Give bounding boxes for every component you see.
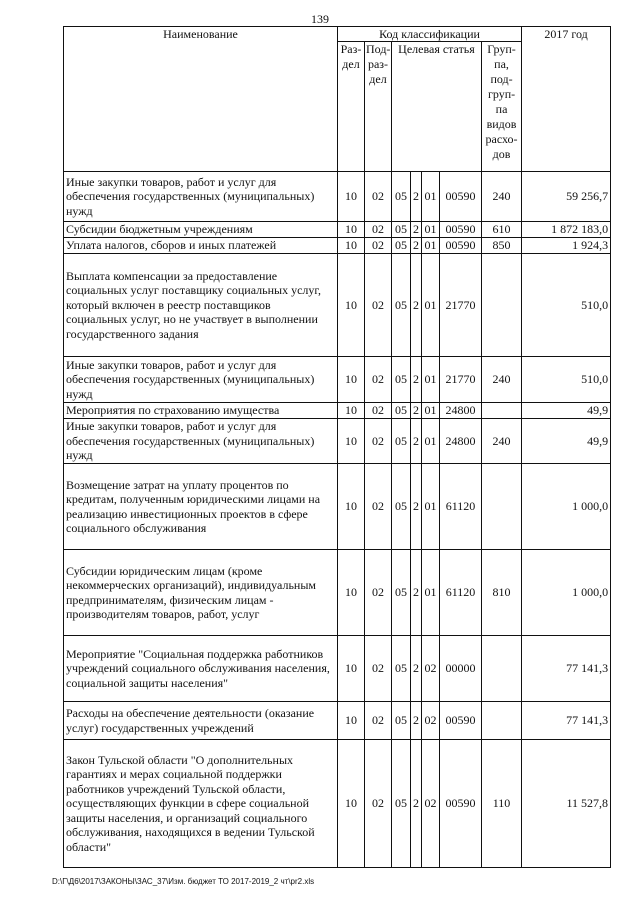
subprogram-code: 2: [411, 740, 422, 868]
expense-type-code: [482, 403, 522, 419]
direction-code: 24800: [440, 419, 482, 464]
direction-code: 24800: [440, 403, 482, 419]
program-code: 05: [392, 702, 411, 740]
section-code: 10: [338, 636, 365, 702]
row-name: Мероприятие "Социальная поддержка работников учреждений социального обслуживания населения, социальной защиты населения": [64, 636, 338, 702]
activity-code: 01: [422, 419, 440, 464]
amount-2017: 77 141,3: [522, 636, 611, 702]
row-name: Расходы на обеспечение деятельности (оказание услуг) государственных учреждений: [64, 702, 338, 740]
table-row: [64, 702, 611, 740]
subprogram-code: 2: [411, 636, 422, 702]
direction-code: 00590: [440, 702, 482, 740]
amount-2017: 1 000,0: [522, 550, 611, 636]
subprogram-code: 2: [411, 172, 422, 222]
expense-type-code: [482, 464, 522, 550]
table-row: [64, 254, 611, 357]
header-year: 2017 год: [522, 27, 611, 172]
activity-code: 01: [422, 254, 440, 357]
table-body: [64, 172, 611, 868]
expense-type-code: 610: [482, 222, 522, 238]
program-code: 05: [392, 222, 411, 238]
program-code: 05: [392, 550, 411, 636]
program-code: 05: [392, 172, 411, 222]
program-code: 05: [392, 254, 411, 357]
section-code: 10: [338, 464, 365, 550]
amount-2017: 49,9: [522, 419, 611, 464]
table-row: [64, 636, 611, 702]
activity-code: 01: [422, 464, 440, 550]
subprogram-code: 2: [411, 702, 422, 740]
activity-code: 01: [422, 172, 440, 222]
row-name: Уплата налогов, сборов и иных платежей: [64, 238, 338, 254]
activity-code: 01: [422, 238, 440, 254]
subsection-code: 02: [365, 254, 392, 357]
expense-type-code: 110: [482, 740, 522, 868]
table-row: [64, 172, 611, 222]
expense-type-code: [482, 702, 522, 740]
activity-code: 02: [422, 740, 440, 868]
amount-2017: 49,9: [522, 403, 611, 419]
subsection-code: 02: [365, 222, 392, 238]
table-row: [64, 419, 611, 464]
page-number: 139: [311, 12, 329, 26]
subsection-code: 02: [365, 172, 392, 222]
subprogram-code: 2: [411, 357, 422, 403]
row-name: Возмещение затрат на уплату процентов по кредитам, полученным юридическими лицами на реализацию инвестиционных проектов в сфере социального обслуживания: [64, 464, 338, 550]
subprogram-code: 2: [411, 464, 422, 550]
direction-code: 00000: [440, 636, 482, 702]
expense-type-code: 810: [482, 550, 522, 636]
subprogram-code: 2: [411, 254, 422, 357]
section-code: 10: [338, 238, 365, 254]
direction-code: 21770: [440, 357, 482, 403]
expense-type-code: 240: [482, 419, 522, 464]
activity-code: 01: [422, 403, 440, 419]
header-subsection: Под- раз- дел: [365, 42, 392, 172]
section-code: 10: [338, 419, 365, 464]
row-name: Мероприятия по страхованию имущества: [64, 403, 338, 419]
table-row: [64, 550, 611, 636]
direction-code: 00590: [440, 222, 482, 238]
section-code: 10: [338, 254, 365, 357]
subsection-code: 02: [365, 636, 392, 702]
file-path-footer: D:\Г\Д6\2017\ЗАКОНЫ\ЗАС_37\Изм. бюджет ТО 2017-2019_2 чт\pr2.xls: [52, 877, 315, 886]
header-target-item: Целевая статья: [392, 42, 482, 172]
subprogram-code: 2: [411, 222, 422, 238]
subprogram-code: 2: [411, 550, 422, 636]
program-code: 05: [392, 636, 411, 702]
section-code: 10: [338, 702, 365, 740]
subprogram-code: 2: [411, 419, 422, 464]
header-section: Раз- дел: [338, 42, 365, 172]
row-name: Выплата компенсации за предоставление социальных услуг поставщику социальных услуг, который включен в реестр поставщиков социальных услуг, но не участвует в выполнении государственного задания: [64, 254, 338, 357]
amount-2017: 11 527,8: [522, 740, 611, 868]
row-name: Иные закупки товаров, работ и услуг для обеспечения государственных (муниципальных) нужд: [64, 172, 338, 222]
subsection-code: 02: [365, 550, 392, 636]
program-code: 05: [392, 403, 411, 419]
row-name: Субсидии юридическим лицам (кроме некоммерческих организаций), индивидуальным предпринимателям, физическим лицам - производителям товаров, работ, услуг: [64, 550, 338, 636]
budget-table: [63, 26, 611, 868]
subsection-code: 02: [365, 740, 392, 868]
expense-type-code: 240: [482, 172, 522, 222]
header-classification: Код классификации: [338, 27, 522, 42]
activity-code: 02: [422, 702, 440, 740]
direction-code: 61120: [440, 464, 482, 550]
table-row: [64, 222, 611, 238]
program-code: 05: [392, 357, 411, 403]
amount-2017: 59 256,7: [522, 172, 611, 222]
subsection-code: 02: [365, 357, 392, 403]
program-code: 05: [392, 238, 411, 254]
activity-code: 01: [422, 357, 440, 403]
direction-code: 21770: [440, 254, 482, 357]
section-code: 10: [338, 403, 365, 419]
table-row: [64, 403, 611, 419]
table-row: [64, 238, 611, 254]
activity-code: 01: [422, 550, 440, 636]
header-group: Груп- па, под- груп- па видов расхо- дов: [482, 42, 522, 172]
subsection-code: 02: [365, 419, 392, 464]
row-name: Субсидии бюджетным учреждениям: [64, 222, 338, 238]
section-code: 10: [338, 357, 365, 403]
direction-code: 61120: [440, 550, 482, 636]
program-code: 05: [392, 419, 411, 464]
expense-type-code: 240: [482, 357, 522, 403]
program-code: 05: [392, 464, 411, 550]
direction-code: 00590: [440, 172, 482, 222]
direction-code: 00590: [440, 238, 482, 254]
expense-type-code: [482, 254, 522, 357]
activity-code: 02: [422, 636, 440, 702]
subprogram-code: 2: [411, 238, 422, 254]
table-row: [64, 357, 611, 403]
subprogram-code: 2: [411, 403, 422, 419]
subsection-code: 02: [365, 464, 392, 550]
row-name: Иные закупки товаров, работ и услуг для обеспечения государственных (муниципальных) нужд: [64, 419, 338, 464]
section-code: 10: [338, 740, 365, 868]
subsection-code: 02: [365, 702, 392, 740]
program-code: 05: [392, 740, 411, 868]
table-row: [64, 740, 611, 868]
amount-2017: 1 924,3: [522, 238, 611, 254]
amount-2017: 77 141,3: [522, 702, 611, 740]
section-code: 10: [338, 222, 365, 238]
amount-2017: 510,0: [522, 254, 611, 357]
section-code: 10: [338, 550, 365, 636]
subsection-code: 02: [365, 238, 392, 254]
direction-code: 00590: [440, 740, 482, 868]
row-name: Иные закупки товаров, работ и услуг для обеспечения государственных (муниципальных) нужд: [64, 357, 338, 403]
amount-2017: 1 872 183,0: [522, 222, 611, 238]
table-row: [64, 464, 611, 550]
amount-2017: 510,0: [522, 357, 611, 403]
amount-2017: 1 000,0: [522, 464, 611, 550]
expense-type-code: [482, 636, 522, 702]
activity-code: 01: [422, 222, 440, 238]
row-name: Закон Тульской области "О дополнительных гарантиях и мерах социальной поддержки работников учреждений Тульской области, осуществляющих функции в сфере социальной защиты населения, и организаций социального обслуживания, находящихся в ведении Тульской области": [64, 740, 338, 868]
section-code: 10: [338, 172, 365, 222]
expense-type-code: 850: [482, 238, 522, 254]
header-name: Наименование: [64, 27, 338, 172]
subsection-code: 02: [365, 403, 392, 419]
